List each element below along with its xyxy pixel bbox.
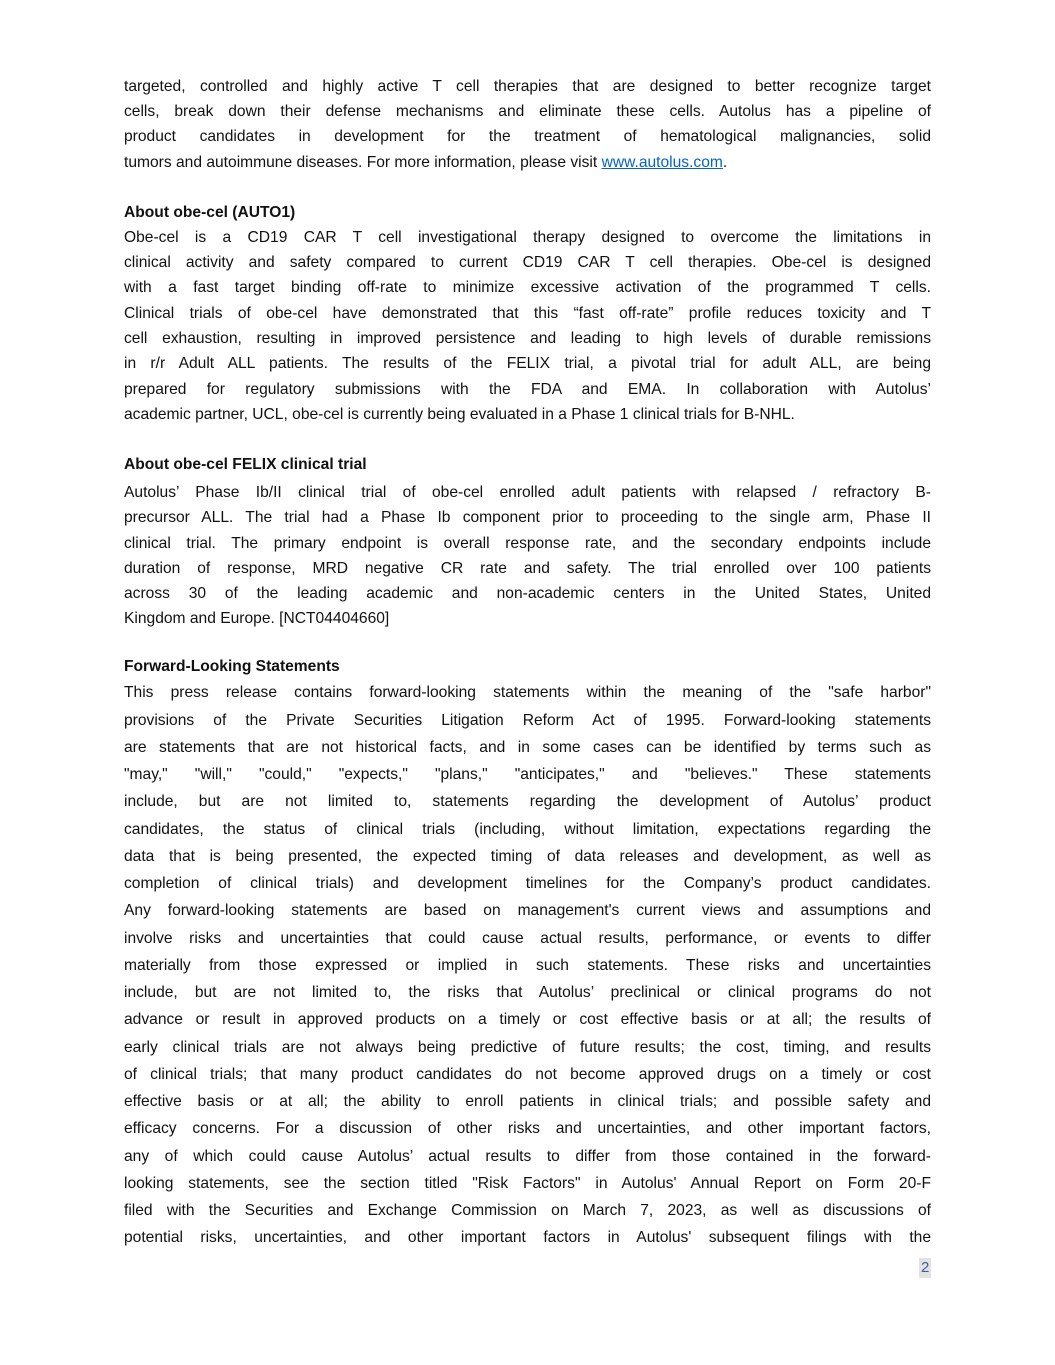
- text-line: involve risks and uncertainties that could cause actual results, performance, or events to differ: [124, 929, 931, 947]
- text-line: cells, break down their defense mechanisms and eliminate these cells. Autolus has a pipeline of: [124, 103, 931, 121]
- text-line: [124, 150, 931, 175]
- text-line: Any forward-looking statements are based on management's current views and assumptions and: [124, 902, 931, 920]
- section-heading-forward-looking: Forward-Looking Statements: [124, 658, 340, 676]
- text-line: targeted, controlled and highly active T cell therapies that are designed to better recognize target: [124, 78, 931, 95]
- text-line: prepared for regulatory submissions with the FDA and EMA. In collaboration with Autolus’: [124, 380, 931, 398]
- document-page: [124, 74, 931, 1252]
- text-line: clinical trial. The primary endpoint is overall response rate, and the secondary endpoints include: [124, 534, 931, 552]
- text-line: "may," "will," "could," "expects," "plans," "anticipates," and "believes." These statements: [124, 766, 931, 783]
- text-line: advance or result in approved products on a timely or cost effective basis or at all; the results of: [124, 1011, 931, 1029]
- text-fragment: tumors and autoimmune diseases. For more information, please visit: [124, 153, 602, 171]
- text-fragment: .: [722, 153, 728, 171]
- text-line: duration of response, MRD negative CR rate and safety. The trial enrolled over 100 patients: [124, 559, 931, 577]
- text-line: Autolus’ Phase Ib/II clinical trial of obe-cel enrolled adult patients with relapsed / refractory B-: [124, 484, 931, 502]
- text-line: looking statements, see the section titled "Risk Factors" in Autolus' Annual Report on Form 20-F: [124, 1174, 931, 1192]
- text-line: Kingdom and Europe. [NCT04404660]: [124, 610, 390, 628]
- text-line: cell exhaustion, resulting in improved persistence and leading to high levels of durable remissions: [124, 329, 931, 347]
- intro-paragraph: [124, 74, 931, 175]
- text-line: completion of clinical trials) and development timelines for the Company’s product candidates.: [124, 875, 931, 892]
- felix-paragraph: [124, 480, 931, 631]
- text-line: of clinical trials; that many product candidates do not become approved drugs on a timely or cost: [124, 1065, 931, 1083]
- text-line: in r/r Adult ALL patients. The results of the FELIX trial, a pivotal trial for adult ALL, are being: [124, 355, 931, 373]
- section-heading-felix: About obe-cel FELIX clinical trial: [124, 456, 367, 474]
- text-line: early clinical trials are not always being predictive of future results; the cost, timing, and results: [124, 1038, 931, 1056]
- text-line: product candidates in development for the treatment of hematological malignancies, solid: [124, 128, 931, 146]
- text-line: with a fast target binding off-rate to minimize excessive activation of the programmed T cells.: [124, 279, 931, 297]
- text-line: precursor ALL. The trial had a Phase Ib component prior to proceeding to the single arm, Phase II: [124, 509, 931, 527]
- text-line: candidates, the status of clinical trials (including, without limitation, expectations regarding the: [124, 820, 931, 838]
- text-line: clinical activity and safety compared to current CD19 CAR T cell therapies. Obe-cel is designed: [124, 254, 931, 272]
- text-line: include, but are not limited to, the risks that Autolus’ preclinical or clinical programs do not: [124, 984, 931, 1001]
- page-number: 2: [921, 1259, 930, 1276]
- text-line: filed with the Securities and Exchange Commission on March 7, 2023, as well as discussions of: [124, 1202, 931, 1219]
- text-line: provisions of the Private Securities Litigation Reform Act of 1995. Forward-looking statements: [124, 711, 931, 729]
- text-line: data that is being presented, the expected timing of data releases and development, as well as: [124, 847, 931, 865]
- text-line: materially from those expressed or implied in such statements. These risks and uncertainties: [124, 956, 931, 974]
- text-line: academic partner, UCL, obe-cel is currently being evaluated in a Phase 1 clinical trials for B-NHL.: [124, 405, 795, 423]
- text-line: are statements that are not historical facts, and in some cases can be identified by terms such as: [124, 738, 931, 756]
- text-line: This press release contains forward-looking statements within the meaning of the "safe harbor": [124, 684, 931, 702]
- autolus-website-link[interactable]: www.autolus.com: [601, 153, 723, 171]
- text-line: include, but are not limited to, statements regarding the development of Autolus’ product: [124, 793, 931, 811]
- obe-cel-paragraph: [124, 225, 931, 427]
- text-line: potential risks, uncertainties, and other important factors in Autolus' subsequent filings with the: [124, 1229, 931, 1247]
- text-line: any of which could cause Autolus’ actual results to differ from those contained in the forward-: [124, 1147, 931, 1165]
- text-line: effective basis or at all; the ability to enroll patients in clinical trials; and possible safety and: [124, 1093, 931, 1110]
- text-line: Clinical trials of obe-cel have demonstrated that this “fast off-rate” profile reduces toxicity and T: [124, 304, 931, 322]
- section-heading-obe-cel: About obe-cel (AUTO1): [124, 203, 296, 221]
- text-line: Obe-cel is a CD19 CAR T cell investigational therapy designed to overcome the limitations in: [124, 228, 931, 246]
- forward-looking-paragraph: [124, 679, 931, 1251]
- text-line: across 30 of the leading academic and non-academic centers in the United States, United: [124, 584, 931, 602]
- text-line: efficacy concerns. For a discussion of other risks and uncertainties, and other important factors,: [124, 1120, 931, 1138]
